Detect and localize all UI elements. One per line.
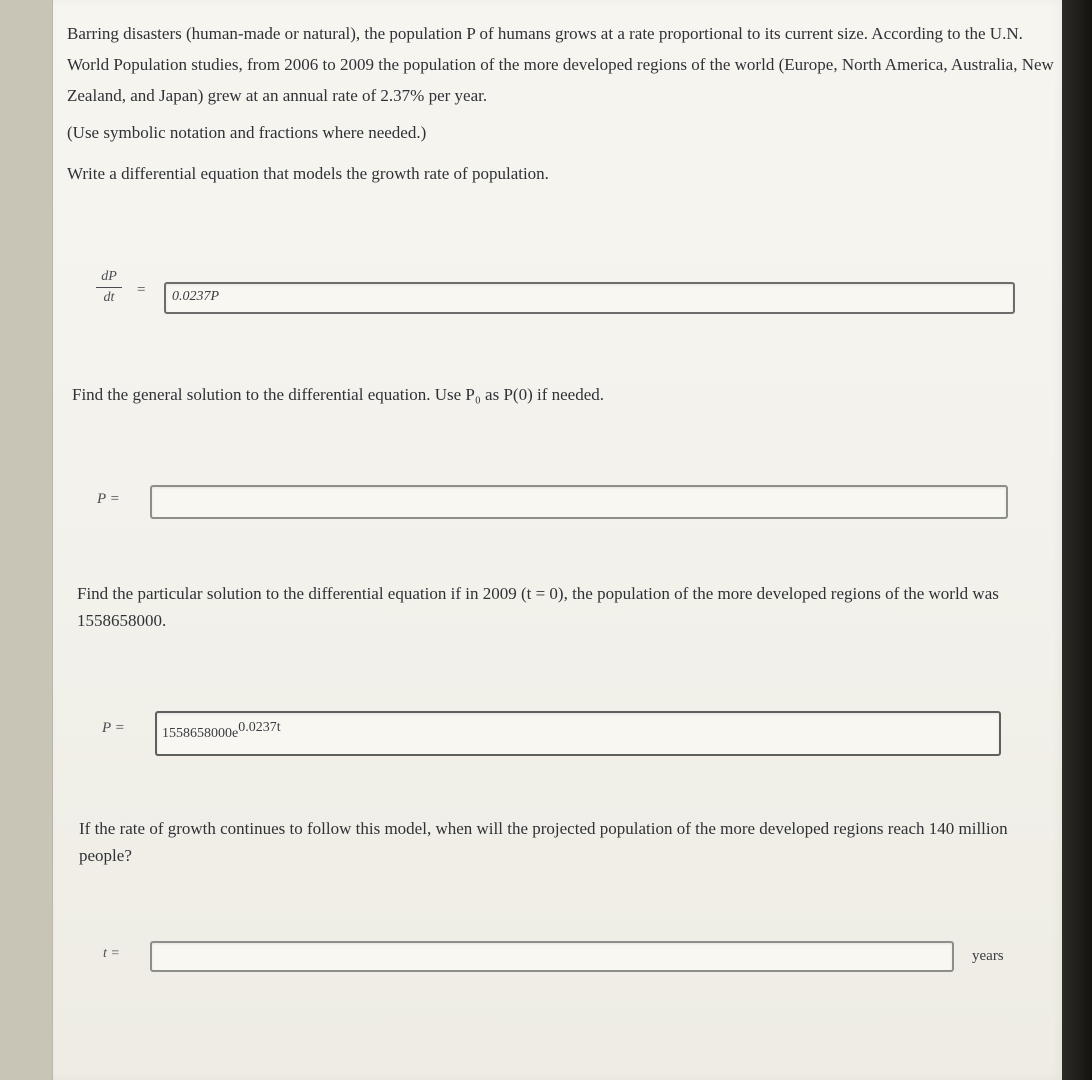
derivative-fraction: [94, 268, 124, 307]
question-3-prompt: Find the particular solution to the differential equation if in 2009 (t = 0), the population of the more developed regions of the world was 1558658000.: [77, 584, 999, 630]
general-solution-label: P =: [97, 491, 120, 507]
particular-solution-value: $1558658000e^{0.0237t}$: [162, 720, 281, 741]
time-input[interactable]: [150, 941, 954, 972]
general-solution-input[interactable]: [150, 485, 1008, 519]
time-label: t =: [103, 946, 120, 961]
fraction-denominator: dt: [103, 290, 115, 305]
question-4-prompt: If the rate of growth continues to follow this model, when will the projected population of the more developed regions reach 140 million people?: [79, 819, 1008, 865]
problem-intro: Barring disasters (human-made or natural), the population P of humans grows at a rate proportional to its current size. According to the U.N. World Population studies, from 2006 to 2009 the population of the more developed regions of the world (Europe, North America, Australia, New Zealand, and Japan) grew at an annual rate of 2.37% per year.: [67, 24, 1054, 105]
question-1-prompt: Write a differential equation that models the growth rate of population.: [67, 164, 549, 183]
equals-sign: =: [137, 282, 146, 298]
screen-edge: [1062, 0, 1092, 1080]
fraction-numerator: dP: [101, 269, 117, 284]
particular-solution-label: P =: [102, 720, 125, 736]
fraction-bar: [96, 287, 122, 288]
notation-note: (Use symbolic notation and fractions where needed.): [67, 123, 427, 142]
question-2-prompt: Find the general solution to the differential equation. Use P₀ as P(0) if needed.: [72, 385, 605, 404]
differential-equation-value: 0.0237P: [172, 289, 220, 304]
years-unit-label: years: [972, 948, 1004, 964]
exponent: 0.0237t: [238, 720, 281, 735]
particular-solution-input[interactable]: [155, 711, 1001, 756]
differential-equation-input[interactable]: [164, 282, 1015, 314]
